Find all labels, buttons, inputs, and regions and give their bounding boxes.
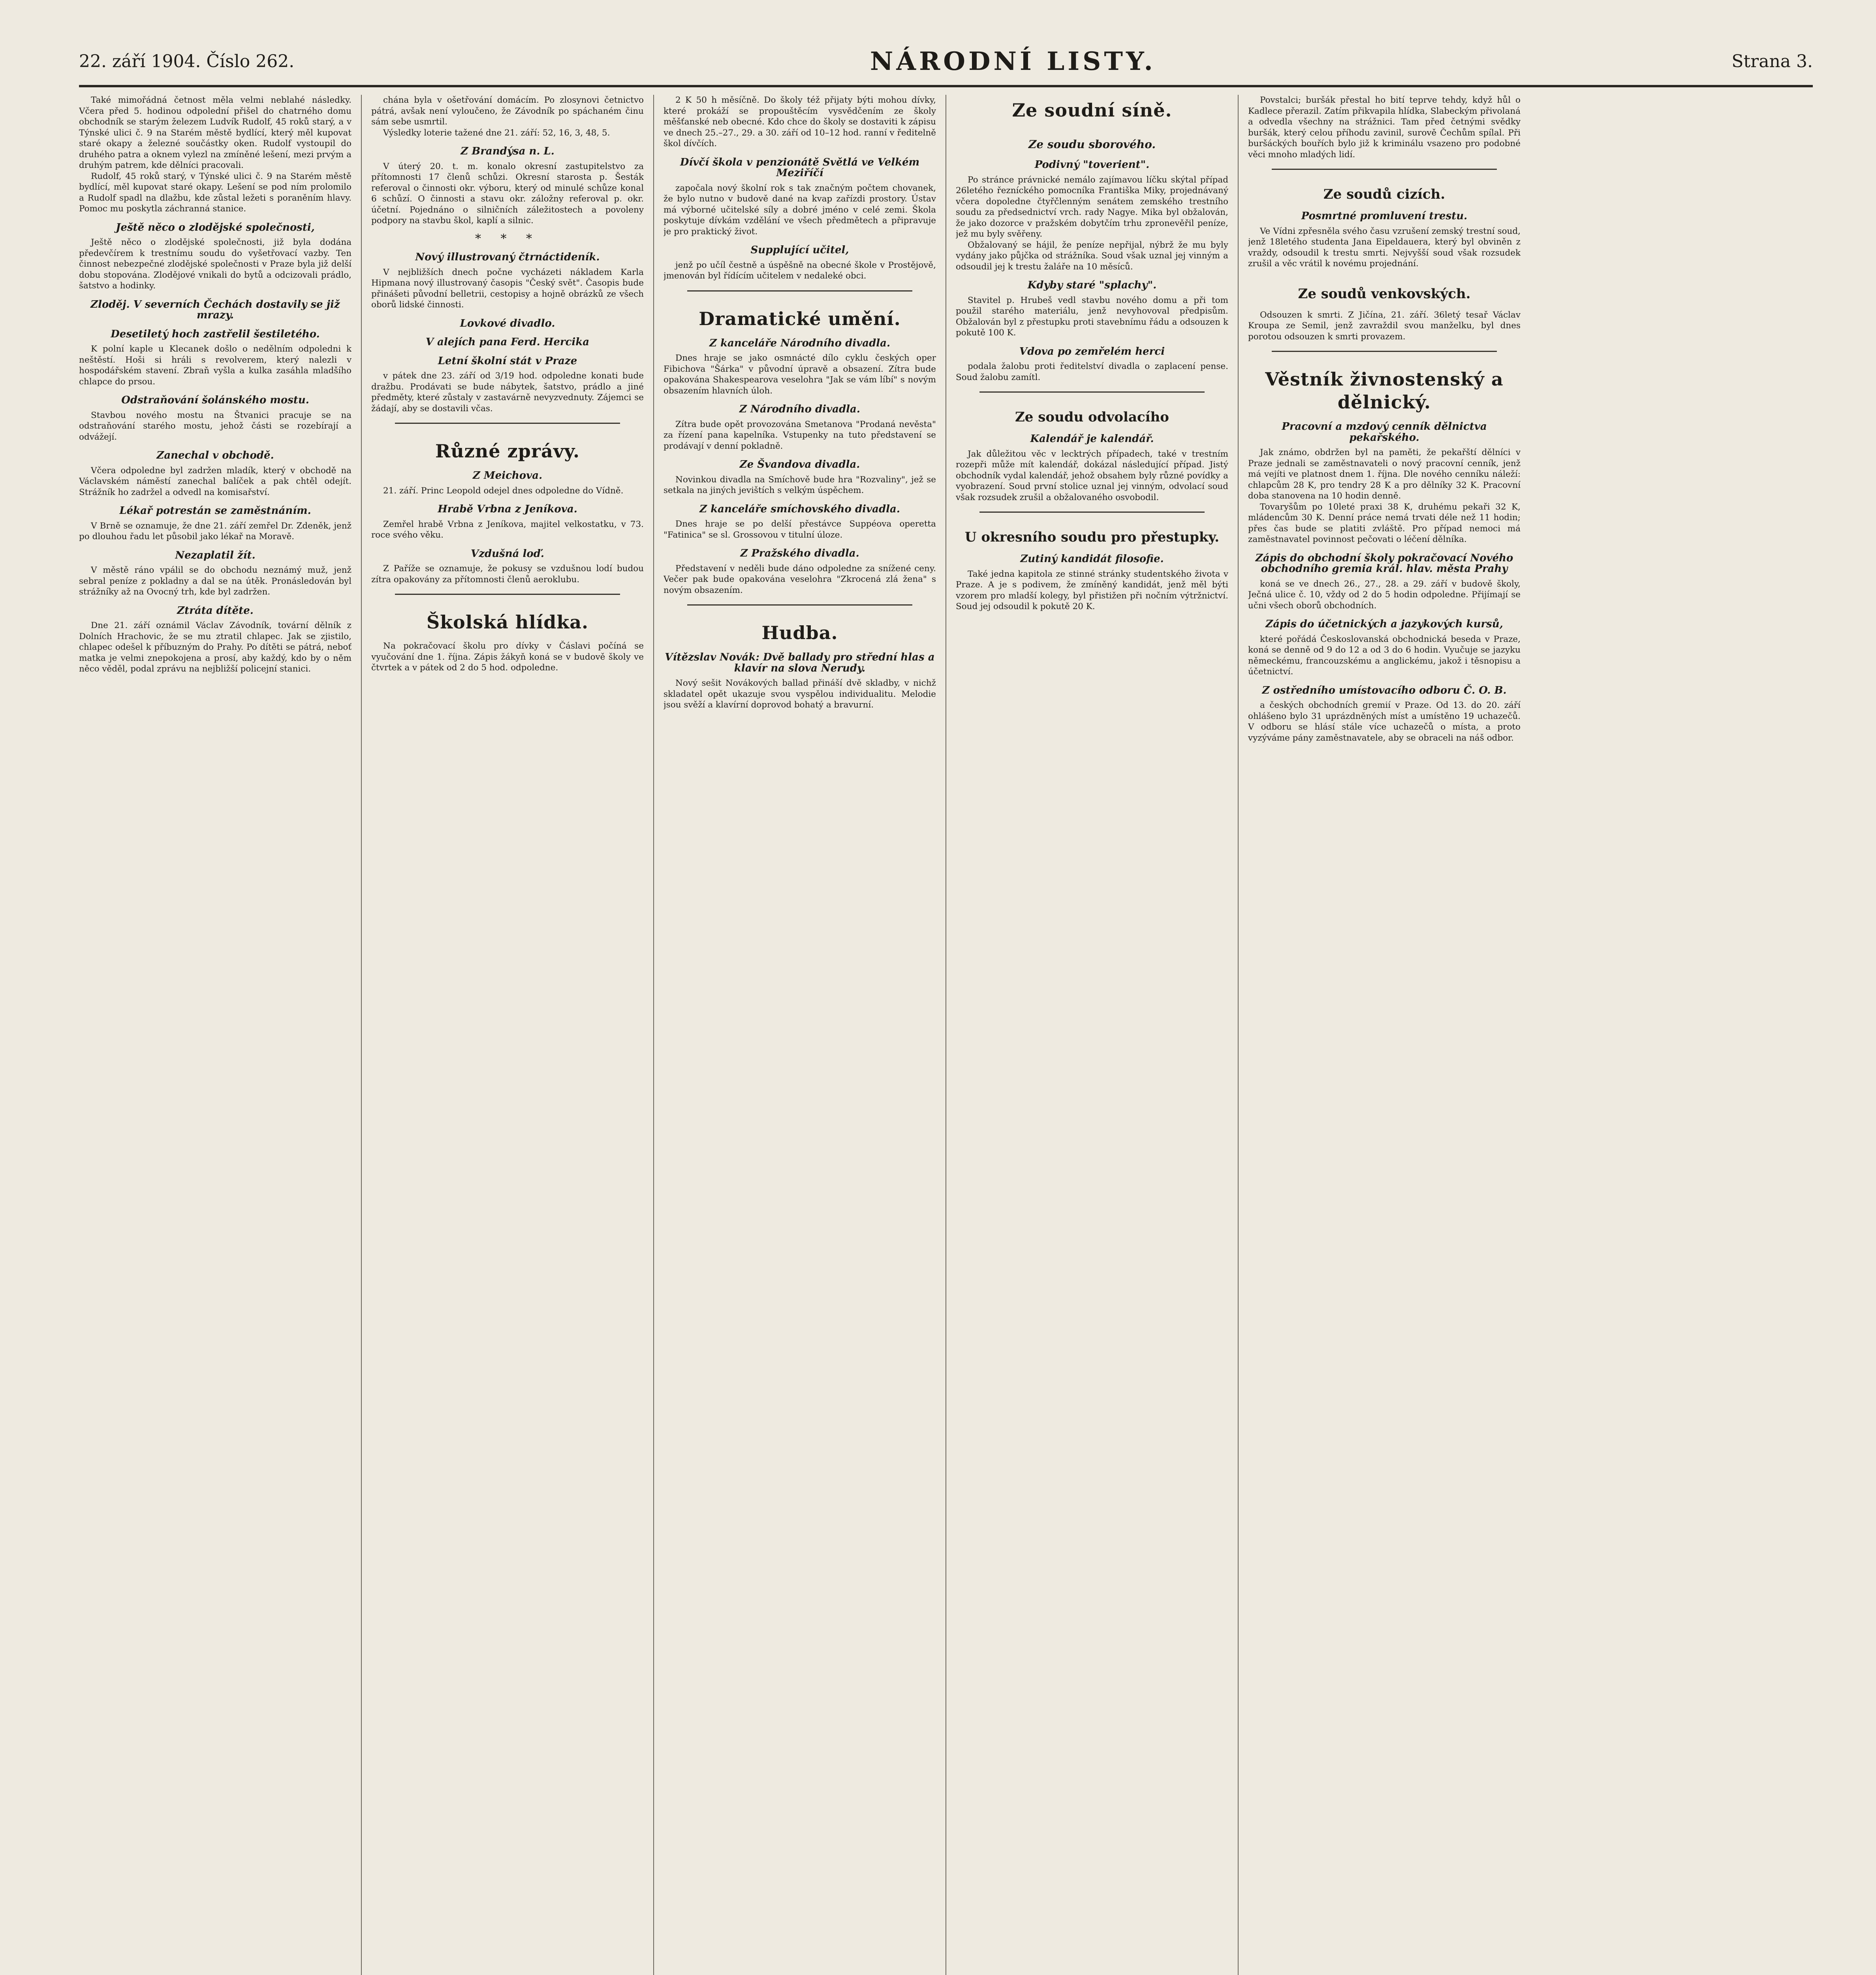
article-paragraph: Dnes hraje se jako osmnácté dílo cyklu českých oper Fibichova "Šárka" v původní úpravě a obsazení. Zítra bude opakována Shakespearova veselohra "Jak se vám líbí" s novým obsazením hlavních úloh. [664, 353, 936, 396]
article-paragraph: v pátek dne 23. září od 3/19 hod. odpoledne konati bude dražbu. Prodávati se bude nábytek, šatstvo, prádlo a jiné předměty, které zůstaly v zastavárně nevyzvednuty. Zájemci se žádají, aby se dostavili včas. [371, 371, 644, 414]
article-heading: Vdova po zemřelém herci [1019, 345, 1165, 357]
article-paragraph: Tovaryšům po 10leté praxi 38 K, druhému pekaři 32 K, mládencům 30 K. Denní práce nemá trvati déle než 11 hodin; přes čas bude se platiti zvláště. Pro případ nemoci má zaměstnavatel povinnost pečovati o léčení dělníka. [1248, 502, 1521, 544]
article-paragraph: Povstalci; buršák přestal ho bití teprve tehdy, když hůl o Kadlece přerazil. Zatím přikvapila hlídka, Slabeckým přivolaná a odvedla všechny na strážnici. Tam před četnými svědky buršák, který celou příhodu zavinil, surově Čechům spílal. Při buršáckých bouřích bylo již k kriminálu vsazeno pro podobné věci mnoho mladých lidí. [1248, 95, 1521, 160]
article-paragraph: jenž po učíl čestně a úspěšně na obecné škole v Prostějově, jmenován byl řídícím učitelem v nedaleké obci. [664, 260, 936, 281]
article-heading: Vzdušná loď. [471, 547, 544, 560]
article-heading: Posmrtné promluvení trestu. [1301, 210, 1468, 222]
article-heading: Supplující učitel, [750, 244, 849, 256]
article-heading: Zápis do účetnických a jazykových kursů, [1265, 618, 1503, 630]
column-5-left [1248, 95, 1521, 743]
column-4 [956, 95, 1228, 1975]
article-heading: Z kanceláře smíchovského divadla. [699, 503, 900, 515]
article-heading: Desetiletý hoch zastřelil šestiletého. [111, 328, 320, 340]
section-title-ze-soudni-sine: Ze soudní síně. [1012, 100, 1172, 121]
article-heading: Zutiný kandidát filosofie. [1020, 553, 1164, 565]
masthead-title: NÁRODNÍ LISTY. [870, 46, 1156, 76]
article-heading: Zloděj. V severních Čechách dostavily se již mrazy. [90, 298, 340, 321]
section-title-skolska-hlidka: Školská hlídka. [426, 611, 589, 633]
article-paragraph: a českých obchodních gremií v Praze. Od 13. do 20. září ohlášeno bylo 31 uprázdněných míst a umístěno 19 uchazečů. V odboru se hlásí stále více uchazečů o místa, a proto vyzýváme pány zaměstnavatele, aby se obraceli na náš odbor. [1248, 700, 1521, 743]
column-area [79, 95, 1813, 1975]
article-heading: Nový illustrovaný čtrnáctideník. [415, 251, 600, 263]
article-heading: V alejích pana Ferd. Hercika [425, 336, 590, 348]
article-heading: Ještě něco o zlodějské společnosti, [116, 221, 315, 233]
article-paragraph: Dne 21. září oznámil Václav Závodník, tovární dělník z Dolních Hrachovic, že se mu ztratil chlapec. Jak se zjistilo, chlapec odešel k příbuzným do Prahy. Po dítěti se pátrá, neboť matka je velmi znepokojena a prosí, aby každý, kdo by o něm něco věděl, podal zprávu na nejbližší policejní stanici. [79, 621, 352, 674]
article-paragraph: 2 K 50 h měsíčně. Do školy též přijaty býti mohou dívky, které prokáží se propouštěcím vysvědčením ze školy měšťanské neb obecné. Kdo chce do školy se dostaviti k zápisu ve dnech 25.–27., 29. a 30. září od 10–12 hod. ranní v ředitelně škol dívčích. [664, 95, 936, 149]
article-paragraph: V nejbližších dnech počne vycházeti nákladem Karla Hipmana nový illustrovaný časopis "Český svět". Časopis bude přinášeti původní belletrii, cestopisy a hojně obrázků ze všech oborů lidské činnosti. [371, 267, 644, 310]
section-divider [395, 423, 620, 424]
article-heading: Ze Švandova divadla. [739, 459, 860, 470]
section-title-ze-soudu-venkovskych: Ze soudů venkovských. [1298, 286, 1471, 302]
section-divider [979, 391, 1205, 393]
section-title-ze-soudu-cizich: Ze soudů cizích. [1323, 186, 1446, 202]
column-rule [653, 95, 654, 1975]
article-heading: Z Brandýsa n. L. [461, 145, 555, 157]
article-heading: Zanechal v obchodě. [156, 450, 274, 461]
section-divider [1272, 169, 1497, 170]
article-paragraph: Stavitel p. Hrubeš vedl stavbu nového domu a při tom použil starého materiálu, jenž nevyhovoval předpisům. Obžalován byl z přestupku proti stavebnímu řádu a odsouzen k pokutě 100 K. [956, 295, 1228, 338]
article-paragraph: Ve Vídni zpřesněla svého času vzrušení zemský trestní soud, jenž 18letého studenta Jana Eipeldauera, který byl obviněn z vraždy, odsoudil k trestu smrti. Nejvyšší soud však rozsudek zrušil a věc vrátil k novému projednání. [1248, 226, 1521, 269]
section-title-dramaticke-umeni: Dramatické umění. [699, 308, 901, 329]
article-paragraph: Ještě něco o zlodějské společnosti, již byla dodána předevčírem k trestnímu soudu do vyšetřovací vazby. Ten činnost nebezpečné zlodějské společnosti v Praze byla již delší dobu stopována. Zlodějové vnikali do bytů a odcizovali prádlo, šatstvo a hodinky. [79, 237, 352, 291]
article-paragraph: Také jedna kapitola ze stinné stránky studentského života v Praze. A je s podivem, že zmíněný kandidát, jenž měl býti vzorem pro mladší kolegy, byl přistižen při nočním výtržnictví. Soud jej odsoudil k pokutě 20 K. [956, 569, 1228, 611]
column-rule [361, 95, 362, 1975]
article-paragraph: Rudolf, 45 roků starý, v Týnské ulici č. 9 na Starém městě bydlící, měl kupovat staré okapy. Lešení se pod ním prolomilo a Rudolf spadl na dlažbu, kde zůstal ležeti s poraněním hlavy. Pomoc mu poskytla záchranná stanice. [79, 171, 352, 214]
section-divider [687, 604, 912, 606]
column-2 [371, 95, 644, 1975]
article-paragraph: Zemřel hrabě Vrbna z Jeníkova, majitel velkostatku, v 73. roce svého věku. [371, 519, 644, 540]
article-paragraph: Zítra bude opět provozována Smetanova "Prodaná nevěsta" za řízení pana kapelníka. Vstupenky na tuto představení se prodávají v denní pokladně. [664, 419, 936, 451]
article-paragraph: Výsledky loterie tažené dne 21. září: 52, 16, 3, 48, 5. [383, 128, 610, 138]
section-divider [1272, 351, 1497, 352]
article-paragraph: V úterý 20. t. m. konalo okresní zastupitelstvo za přítomnosti 17 členů schůzi. Okresní starosta p. Šesták referoval o činnosti okr. výboru, který od minulé schůze konal 6 schůzí. O činnosti a stavu okr. záložny referoval p. okr. účetní. Pojednáno o silničních záležitostech a povoleny podpory na stavbu škol, kaplí a silnic. [371, 161, 644, 226]
article-paragraph: Odsouzen k smrti. Z Jičína, 21. září. 36letý tesař Václav Kroupa ze Semil, jenž zavraždil svou manželku, byl dnes porotou odsouzen k smrti provazem. [1248, 310, 1521, 342]
article-heading: Z Pražského divadla. [740, 547, 859, 559]
article-heading: Hrabě Vrbna z Jeníkova. [438, 503, 577, 515]
page-header [79, 38, 1813, 87]
page-number: Strana 3. [1731, 51, 1813, 71]
article-paragraph: Jak důležitou věc v lecktrých případech, také v trestním rozepři může mít kalendář, dokázal následující případ. Jistý obchodník vydal kalendář, jehož obsahem byly různé povídky a vyobrazení. Soud první stolice uznal jej vinným, odvolací soud však rozsudek zrušil a obžalovaného osvobodil. [956, 449, 1228, 502]
article-heading: Kalendář je kalendář. [1030, 433, 1154, 445]
column-3 [664, 95, 936, 1975]
article-paragraph: Představení v neděli bude dáno odpoledne za snížené ceny. Večer pak bude opakována veselohra "Zkrocená zlá žena" s novým obsazením. [664, 563, 936, 595]
article-paragraph: Také mimořádná četnost měla velmi neblahé následky. Včera před 5. hodinou odpolední přišel do chatrného domu obchodník se starým železem Ludvík Rudolf, 45 roků starý, a v Týnské ulici č. 9 na Starém městě bydlící, který měl kupovat staré okapy a železné součástky oken. Rudolf vystoupil do druhého patra a oknem vylezl na zmíněné lešení, mezi prvým a druhým patrem, kde dělníci pracovali. [79, 95, 352, 170]
article-paragraph: Dnes hraje se po delší přestávce Suppéova operetta "Fatinica" se sl. Grossovou v titulní úloze. [664, 519, 936, 540]
article-heading: Lovkové divadlo. [460, 317, 555, 329]
article-heading: Nezaplatil žít. [175, 549, 256, 561]
article-heading: Z ostředního umístovacího odboru Č. O. B. [1262, 684, 1507, 696]
article-heading: Odstraňování šolánského mostu. [121, 394, 309, 406]
article-heading: Ztráta dítěte. [177, 604, 254, 617]
article-paragraph: 21. září. Princ Leopold odejel dnes odpoledne do Vídně. [383, 485, 624, 496]
article-paragraph: V Brně se oznamuje, že dne 21. září zemřel Dr. Zdeněk, jenž po dlouhou řadu let působil jako lékař na Moravě. [79, 521, 352, 542]
column-5 [1248, 95, 1813, 1975]
article-heading: Letní školní stát v Praze [438, 355, 577, 367]
subsection-title: Ze soudu sborového. [1028, 138, 1156, 151]
article-paragraph: V městě ráno vpálil se do obchodu neznámý muž, jenž sebral peníze z pokladny a dal se na útěk. Pronásledován byl strážníky až na Ovocný trh, kde byl zadržen. [79, 565, 352, 597]
section-title-okresni-soud: U okresního soudu pro přestupky. [964, 529, 1220, 545]
section-title-vestnik: Věstník živnostenský a dělnický. [1265, 369, 1504, 413]
article-heading: Podivný "toverient". [1034, 159, 1150, 171]
article-paragraph: Včera odpoledne byl zadržen mladík, který v obchodě na Václavském náměstí zanechal balíček a pak chtěl odejít. Strážník ho zadržel a odvedl na komisařství. [79, 465, 352, 497]
article-paragraph: Novinkou divadla na Smíchově bude hra "Rozvaliny", jež se setkala na jiných jevištích s velkým úspěchem. [664, 474, 936, 495]
article-heading: Dívčí škola v penzionátě Světlá ve Velkém Meziříčí [680, 156, 920, 179]
article-paragraph: K polní kaple u Klecanek došlo o nedělním odpoledni k neštěstí. Hoši si hráli s revolverem, který nalezli v hospodářském stavení. Zbraň vyšla a kulka zasáhla mladšího chlapce do prsou. [79, 344, 352, 387]
article-paragraph: které pořádá Českoslovanská obchodnická beseda v Praze, koná se denně od 9 do 12 a od 3 do 6 hodin. Vyučuje se jazyku německému, francouzskému a anglickému, jakož i těsnopisu a účetnictví. [1248, 634, 1521, 677]
article-paragraph: Jak známo, obdržen byl na paměti, že pekařští dělníci v Praze jednali se zaměstnavateli o nový pracovní cenník, jenž má vejíti ve platnost dnem 1. října. Dle nového cenníku náleží: chlapcům 28 K, pro tendry 28 K a pro dělníky 32 K. Pracovní doba stanovena na 10 hodin denně. [1248, 448, 1521, 501]
article-heading: Pracovní a mzdový cenník dělnictva pekařského. [1282, 421, 1487, 444]
article-heading: Vítězslav Novák: Dvě ballady pro střední hlas a klavír na slova Nerudy. [665, 651, 935, 674]
article-heading: Z Meichova. [472, 470, 543, 482]
separator-stars: * * * [475, 231, 540, 246]
article-paragraph: podala žalobu proti ředitelství divadla o zaplacení pense. Soud žalobu zamítl. [956, 361, 1228, 382]
issue-date: 22. září 1904. Číslo 262. [79, 51, 295, 71]
article-heading: Lékař potrestán se zaměstnáním. [119, 505, 311, 517]
article-heading: Z kanceláře Národního divadla. [709, 337, 891, 349]
article-heading: Zápis do obchodní školy pokračovací Nového obchodního gremia král. hlav. města Prahy [1255, 552, 1513, 575]
article-paragraph: Po stránce právnické nemálo zajímavou líčku skýtal případ 26letého řezníckého pomocníka Františka Miky, projednávaný včera dopoledne čtyřčlenným senátem zemského trestního soudu za předsednictví vrch. rady Nagye. Mika byl obžalován, že jako dozorce v pražském dobytčím trhu zpronevěřil peníze, jež mu byly svěřeny. [956, 175, 1228, 239]
section-divider [395, 594, 620, 595]
article-heading: Kdyby staré "splachy". [1027, 279, 1157, 291]
article-paragraph: Nový sešit Novákových ballad přináší dvě skladby, v nichž skladatel opět ukazuje svou vyspělou individualitu. Melodie jsou svěží a klavírní doprovod bohatý a bravurní. [664, 678, 936, 710]
section-title-ze-soudu-odvolaciho: Ze soudu odvolacího [1015, 409, 1169, 425]
section-title-hudba: Hudba. [761, 622, 838, 643]
article-heading: Z Národního divadla. [739, 403, 860, 415]
section-divider [687, 290, 912, 292]
article-paragraph: Obžalovaný se hájil, že peníze nepřijal, nýbrž že mu byly vydány jako půjčka od strážníka. Soud však uznal jej vinným a odsoudil jej k trestu žaláře na 10 měsíců. [956, 240, 1228, 272]
article-paragraph: Na pokračovací školu pro dívky v Čáslavi počíná se vyučování dne 1. října. Zápis žákyň koná se v budově školy ve čtvrtek a v pátek od 2 do 5 hod. odpoledne. [371, 641, 644, 673]
column-rule [1238, 95, 1239, 1975]
article-paragraph: započala nový školní rok s tak značným počtem chovanek, že bylo nutno v budově dané na kvap zařízdi prostory. Ústav má výborné učitelské síly a dobré jméno v celé zemi. Škola poskytuje dívkám vzdělání ve všech předmětech a připravuje je pro praktický život. [664, 183, 936, 237]
article-paragraph: koná se ve dnech 26., 27., 28. a 29. září v budově školy, Ječná ulice č. 10, vždy od 2 do 5 hodin odpoledne. Přijímají se učni všech oborů obchodních. [1248, 579, 1521, 611]
section-title-ruzne-zpravy: Různé zprávy. [435, 440, 580, 462]
article-paragraph: chána byla v ošetřování domácím. Po zlosynovi četnictvo pátrá, avšak není vyloučeno, že Závodník po spáchaném činu sám sebe usmrtil. [371, 95, 644, 127]
column-1 [79, 95, 352, 1975]
section-divider [979, 512, 1205, 513]
article-paragraph: Stavbou nového mostu na Štvanici pracuje se na odstraňování starého mostu, jehož části se rozebírají a odvážejí. [79, 410, 352, 442]
article-paragraph: Z Paříže se oznamuje, že pokusy se vzdušnou lodí budou zítra opakovány za přítomnosti členů aeroklubu. [371, 564, 644, 585]
